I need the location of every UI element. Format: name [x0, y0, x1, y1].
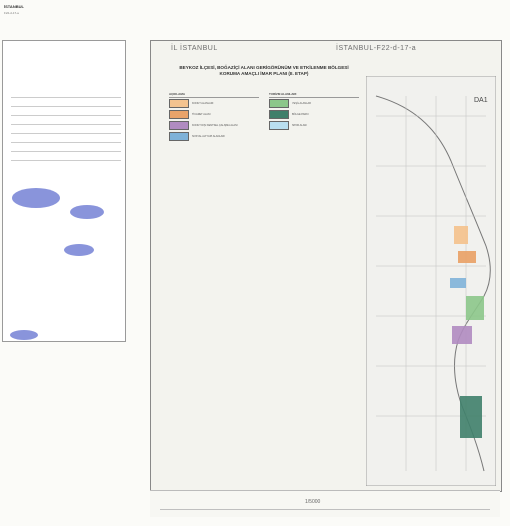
legend-left — [169, 91, 259, 142]
footer-divider — [160, 509, 490, 510]
approval-row — [11, 125, 121, 134]
patch-konut — [454, 226, 468, 244]
map-badge: DA1 — [474, 97, 488, 104]
map-footer — [150, 490, 500, 517]
blue-stamp-4 — [10, 330, 38, 340]
legend-text: BÖLGE PARKI — [292, 112, 309, 116]
blue-stamp-2 — [70, 205, 104, 219]
legend-text: SPOR ALANI — [292, 123, 307, 127]
legend-text: KONUT ALANLARI — [192, 101, 214, 105]
legend-right — [269, 91, 359, 131]
approval-row — [11, 98, 121, 107]
top-sheet-tag: F22-d-17-a — [4, 11, 19, 15]
legend-row-konut-disi — [169, 120, 259, 130]
map-header-right: İSTANBUL-F22-d-17-a — [336, 45, 417, 52]
patch-bolge-parki — [460, 396, 482, 438]
legend-text: KONUT DIŞI KENTSEL ÇALIŞMA ALANI — [192, 123, 238, 127]
approval-row — [11, 134, 121, 143]
basemap-svg — [366, 76, 496, 486]
approval-row — [11, 116, 121, 125]
map-header-left: İL İSTANBUL — [171, 45, 218, 52]
legend-row-konut — [169, 98, 259, 108]
legend-swatch — [169, 132, 189, 141]
approval-row — [11, 89, 121, 98]
patch-ticaret — [458, 251, 476, 263]
plan-title-line-2: KORUMA AMAÇLI İMAR PLANI (II. ETAP) — [219, 71, 309, 76]
top-left-header — [4, 4, 124, 34]
legend-swatch — [269, 110, 289, 119]
legend-left-heading: AÇIKLAMA — [169, 91, 259, 98]
legend-right-heading: TURİZM ALANLARI — [269, 91, 359, 98]
patch-yesil — [466, 296, 484, 320]
legend-text: SOSYAL ALTYAPI ALANLARI — [192, 134, 225, 138]
legend-swatch — [169, 99, 189, 108]
patch-konut-disi — [452, 326, 472, 344]
legend-swatch — [269, 99, 289, 108]
legend-row-yesil — [269, 98, 359, 108]
legend-row-ticaret — [169, 109, 259, 119]
map-sheet — [150, 40, 502, 492]
scale-text: 1/5000 — [305, 499, 321, 505]
legend-swatch — [169, 121, 189, 130]
plan-title-line-1: BEYKOZ İLÇESİ, BOĞAZİÇİ ALANI GERİGÖRÜNÜM VE ETKİLENME BÖLGESİ — [179, 65, 349, 70]
legend-text: YEŞİL ALANLAR — [292, 101, 311, 105]
blue-stamp-3 — [64, 244, 94, 256]
blue-stamp-1 — [12, 188, 60, 208]
legend-row-spor — [269, 120, 359, 130]
legend-swatch — [169, 110, 189, 119]
legend-row-sosyal — [169, 131, 259, 141]
legend-swatch — [269, 121, 289, 130]
approval-row — [11, 107, 121, 116]
patch-sosyal — [450, 278, 466, 288]
legend-text: TİCARET ALANI — [192, 112, 211, 116]
approval-row — [11, 143, 121, 152]
top-title-1: İSTANBUL — [4, 4, 24, 9]
legend-row-bolge-parki — [269, 109, 359, 119]
approval-row — [11, 152, 121, 161]
plan-title — [159, 65, 369, 77]
